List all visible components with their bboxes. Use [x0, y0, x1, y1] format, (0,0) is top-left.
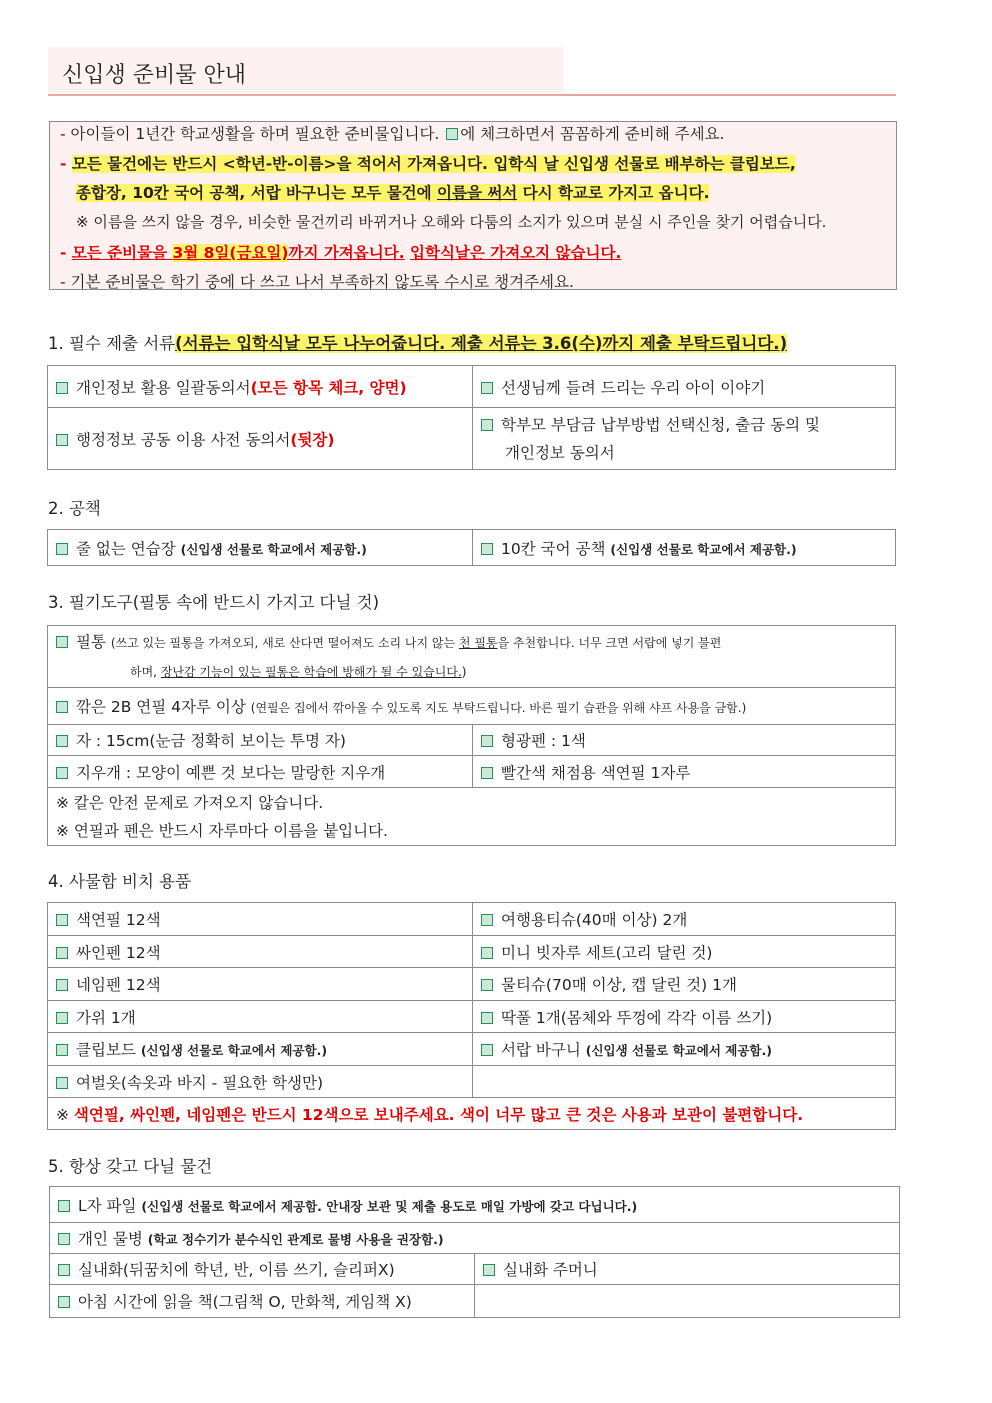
doc-item-admin-info: 행정정보 공동 이용 사전 동의서(뒷장) — [48, 408, 473, 470]
notice-line-5: - 모든 준비물을 3월 8일(금요일)까지 가져옵니다. 입학식날은 가져오지 않습니다. — [60, 244, 622, 262]
title-underline — [48, 94, 896, 96]
checkbox-icon[interactable] — [56, 636, 68, 648]
carry-item-l-file: L자 파일 (신입생 선물로 학교에서 제공함. 안내장 보관 및 제출 용도로 매일 가방에 갖고 다닙니다.) — [50, 1187, 900, 1223]
section-5-heading: 5. 항상 갖고 다닐 물건 — [48, 1157, 213, 1176]
notebook-item-korean: 10칸 국어 공책 (신입생 선물로 학교에서 제공함.) — [473, 530, 896, 566]
section-5-table — [49, 1186, 900, 1318]
locker-note: ※ 색연필, 싸인펜, 네임펜은 반드시 12색으로 보내주세요. 색이 너무 많고 큰 것은 사용과 보관이 불편합니다. — [48, 1098, 896, 1130]
checkbox-icon[interactable] — [481, 979, 493, 991]
notice-box — [49, 121, 897, 290]
checkbox-icon[interactable] — [56, 979, 68, 991]
locker-item-drawer-basket: 서랍 바구니 (신입생 선물로 학교에서 제공함.) — [473, 1033, 896, 1066]
doc-item-story: 선생님께 들려 드리는 우리 아이 이야기 — [473, 366, 896, 408]
locker-item: 딱풀 1개(몸체와 뚜껑에 각각 이름 쓰기) — [473, 1001, 896, 1033]
checkbox-icon[interactable] — [56, 947, 68, 959]
locker-item: 네임펜 12색 — [48, 968, 473, 1001]
checkbox-icon[interactable] — [58, 1200, 70, 1212]
checkbox-icon[interactable] — [481, 382, 493, 394]
section-2-heading: 2. 공책 — [48, 499, 101, 518]
doc-item-consent: 개인정보 활용 일괄동의서(모든 항목 체크, 양면) — [48, 366, 473, 408]
checkbox-icon[interactable] — [56, 767, 68, 779]
checkbox-icon[interactable] — [56, 1077, 68, 1089]
checkbox-icon — [446, 128, 458, 140]
empty-cell — [475, 1285, 900, 1318]
section-4-table — [47, 902, 896, 1130]
checkbox-icon[interactable] — [481, 419, 493, 431]
stationery-item-ruler: 자 : 15cm(눈금 정확히 보이는 투명 자) — [48, 725, 473, 756]
carry-item-book: 아침 시간에 읽을 책(그림책 O, 만화책, 게임책 X) — [50, 1285, 475, 1318]
stationery-item-pencils: 깎은 2B 연필 4자루 이상 (연필은 집에서 깎아올 수 있도록 지도 부탁드립니다. 바른 필기 습관을 위해 샤프 사용을 금함.) — [48, 688, 896, 725]
checkbox-icon[interactable] — [56, 701, 68, 713]
empty-cell — [473, 1066, 896, 1098]
locker-item: 미니 빗자루 세트(고리 달린 것) — [473, 936, 896, 968]
stationery-item-red-pencil: 빨간색 채점용 색연필 1자루 — [473, 756, 896, 788]
checkbox-icon[interactable] — [58, 1296, 70, 1308]
notice-line-1: - 아이들이 1년간 학교생활을 하며 필요한 준비물입니다. 에 체크하면서 꼼꼼하게 준비해 주세요. — [60, 125, 725, 143]
stationery-item-pencil-case: 필통 (쓰고 있는 필통을 가져오되, 새로 산다면 떨어져도 소리 나지 않는 천 필통을 추천합니다. 너무 크면 서랍에 넣기 불편 하며, 장난감 기능이 있는 필통은 학습에 방해가 될 수 있습니다.) — [48, 626, 896, 688]
section-1-heading: 1. 필수 제출 서류(서류는 입학식날 모두 나누어줍니다. 제출 서류는 3.6(수)까지 제출 부탁드립니다.) — [48, 334, 788, 353]
doc-item-payment: 학부모 부담금 납부방법 선택신청, 출금 동의 및 개인정보 동의서 — [473, 408, 896, 470]
checkbox-icon[interactable] — [58, 1233, 70, 1245]
stationery-notes: ※ 칼은 안전 문제로 가져오지 않습니다. ※ 연필과 펜은 반드시 자루마다 이름을 붙입니다. — [48, 788, 896, 846]
notebook-item-practice: 줄 없는 연습장 (신입생 선물로 학교에서 제공함.) — [48, 530, 473, 566]
checkbox-icon[interactable] — [56, 1012, 68, 1024]
section-2-table — [47, 529, 896, 566]
carry-item-indoor-shoes: 실내화(뒤꿈치에 학년, 반, 이름 쓰기, 슬리퍼X) — [50, 1254, 475, 1285]
locker-item: 여행용티슈(40매 이상) 2개 — [473, 903, 896, 936]
carry-item-shoe-bag: 실내화 주머니 — [475, 1254, 900, 1285]
checkbox-icon[interactable] — [481, 947, 493, 959]
checkbox-icon[interactable] — [56, 1044, 68, 1056]
section-3-table — [47, 625, 896, 846]
checkbox-icon[interactable] — [56, 735, 68, 747]
notice-line-3: 종합장, 10칸 국어 공책, 서랍 바구니는 모두 물건에 이름을 써서 다시 학교로 가지고 옵니다. — [76, 184, 710, 202]
locker-item: 싸인펜 12색 — [48, 936, 473, 968]
locker-item: 가위 1개 — [48, 1001, 473, 1033]
checkbox-icon[interactable] — [56, 434, 68, 446]
page-title: 신입생 준비물 안내 — [62, 63, 247, 88]
notice-line-4: ※ 이름을 쓰지 않을 경우, 비슷한 물건끼리 바뀌거나 오해와 다툼의 소지가 있으며 분실 시 주인을 찾기 어렵습니다. — [76, 213, 827, 231]
checkbox-icon[interactable] — [481, 1012, 493, 1024]
checkbox-icon[interactable] — [58, 1264, 70, 1276]
stationery-item-highlighter: 형광펜 : 1색 — [473, 725, 896, 756]
checkbox-icon[interactable] — [56, 382, 68, 394]
checkbox-icon[interactable] — [481, 767, 493, 779]
locker-item: 색연필 12색 — [48, 903, 473, 936]
notice-line-6: - 기본 준비물은 학기 중에 다 쓰고 나서 부족하지 않도록 수시로 챙겨주세요. — [60, 273, 574, 291]
checkbox-icon[interactable] — [481, 735, 493, 747]
section-1-table — [47, 365, 896, 470]
stationery-item-eraser: 지우개 : 모양이 예쁜 것 보다는 말랑한 지우개 — [48, 756, 473, 788]
locker-item-clipboard: 클립보드 (신입생 선물로 학교에서 제공함.) — [48, 1033, 473, 1066]
checkbox-icon[interactable] — [483, 1264, 495, 1276]
checkbox-icon[interactable] — [56, 543, 68, 555]
checkbox-icon[interactable] — [481, 914, 493, 926]
carry-item-water-bottle: 개인 물병 (학교 정수기가 분수식인 관계로 물병 사용을 권장함.) — [50, 1223, 900, 1254]
locker-item: 물티슈(70매 이상, 캡 달린 것) 1개 — [473, 968, 896, 1001]
notice-line-2: - 모든 물건에는 반드시 <학년-반-이름>을 적어서 가져옵니다. 입학식 날 신입생 선물로 배부하는 클립보드, — [60, 155, 796, 173]
checkbox-icon[interactable] — [56, 914, 68, 926]
section-4-heading: 4. 사물함 비치 용품 — [48, 872, 192, 891]
section-3-heading: 3. 필기도구(필통 속에 반드시 가지고 다닐 것) — [48, 593, 380, 612]
checkbox-icon[interactable] — [481, 543, 493, 555]
locker-item-spare-clothes: 여벌옷(속옷과 바지 - 필요한 학생만) — [48, 1066, 473, 1098]
checkbox-icon[interactable] — [481, 1044, 493, 1056]
